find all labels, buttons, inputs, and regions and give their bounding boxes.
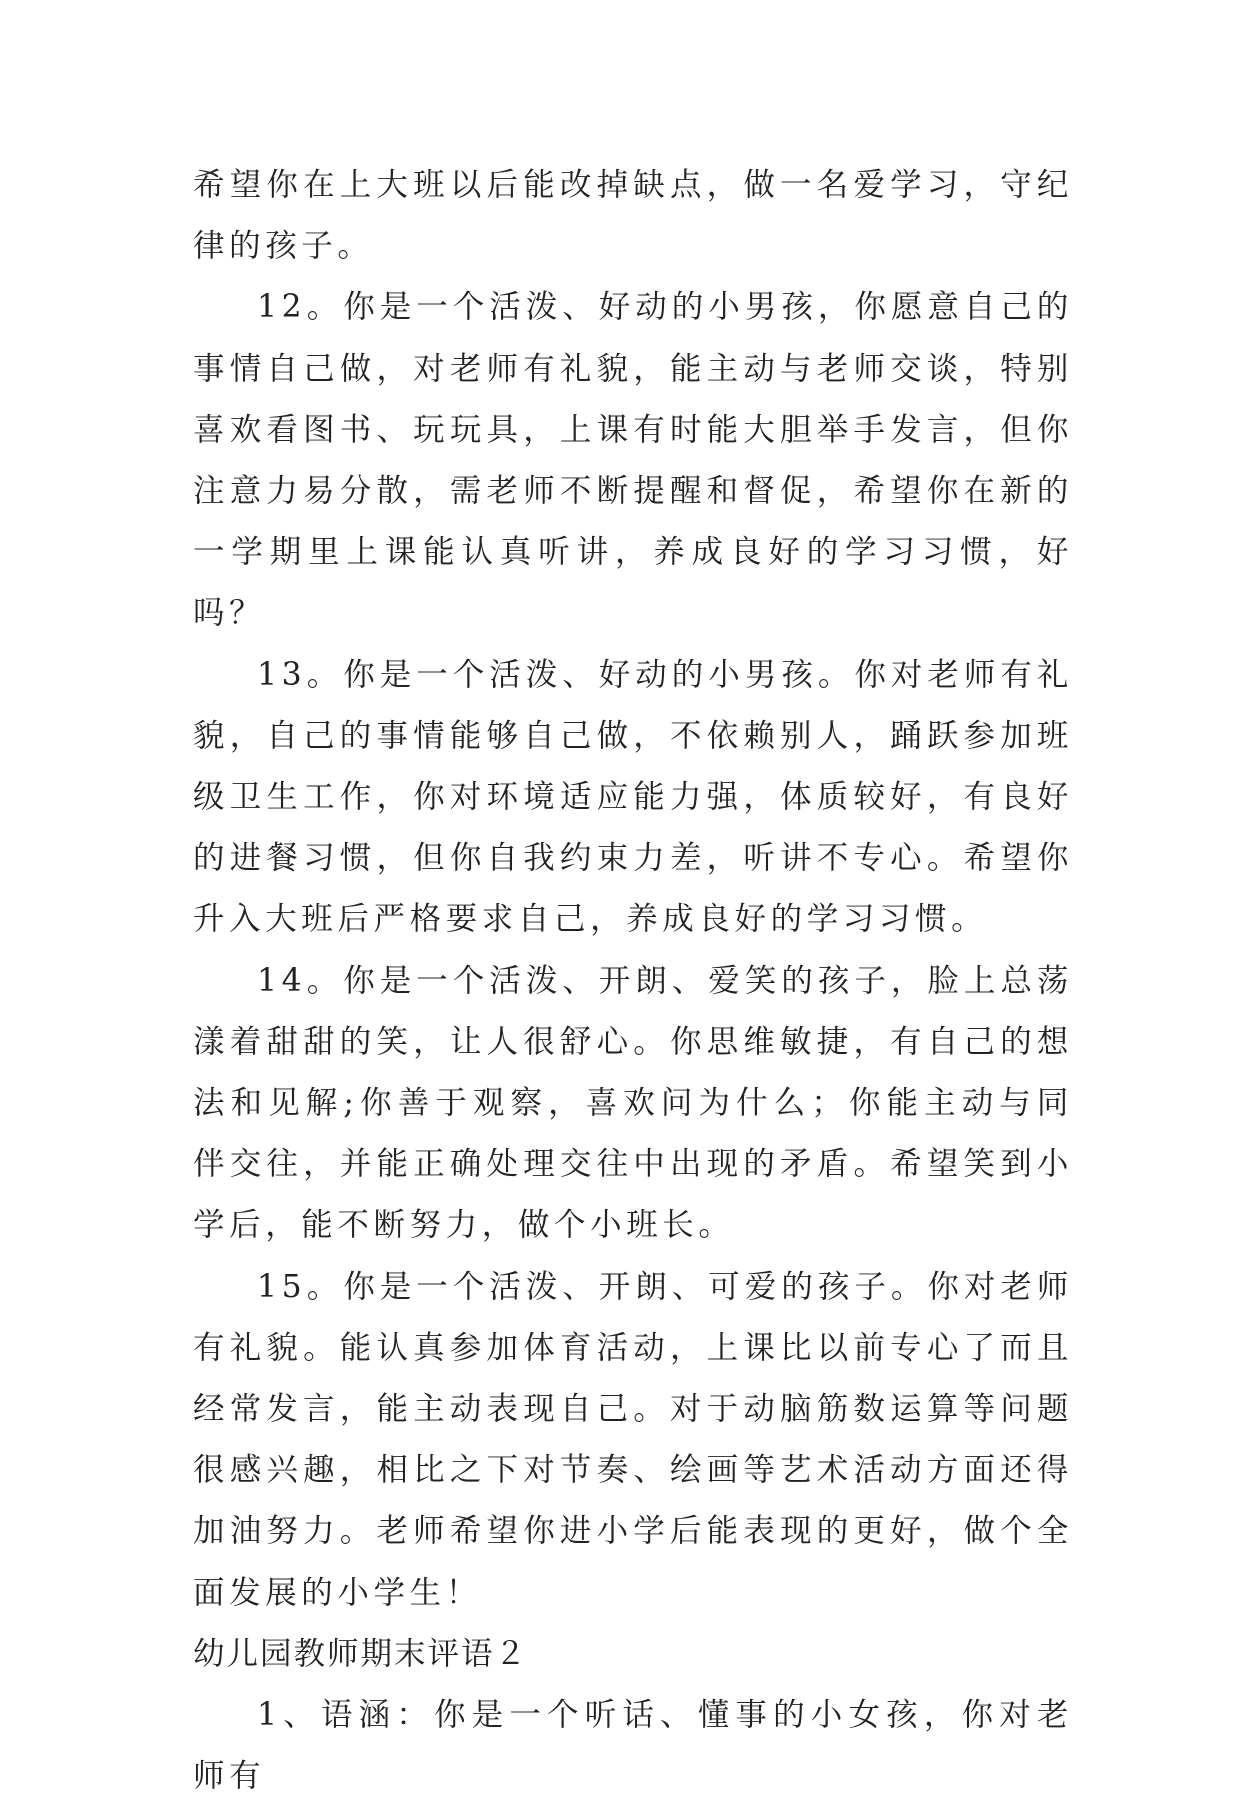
paragraph-comment-14: 14。你是一个活泼、开朗、爱笑的孩子，脸上总荡漾着甜甜的笑，让人很舒心。你思维敏捷，有自己的想法和见解;你善于观察，喜欢问为什么；你能主动与同伴交往，并能正确处理交往中出现的矛盾。希望笑到小学后，能不断努力，做个小班长。 bbox=[193, 962, 1073, 1244]
section-heading: 幼儿园教师期末评语２ bbox=[193, 1635, 529, 1672]
paragraph-comment-13: 13。你是一个活泼、好动的小男孩。你对老师有礼貌，自己的事情能够自己做，不依赖别人，踊跃参加班级卫生工作，你对环境适应能力强，体质较好，有良好的进餐习惯，但你自我约束力差，听讲不专心。希望你升入大班后严格要求自己，养成良好的学习习惯。 bbox=[193, 656, 1073, 938]
document-body bbox=[193, 155, 1073, 1807]
paragraph-comment-15: 15。你是一个活泼、开朗、可爱的孩子。你对老师有礼貌。能认真参加体育活动，上课比以前专心了而且经常发言，能主动表现自己。对于动脑筋数运算等问题很感兴趣，相比之下对节奏、绘画等艺术活动方面还得加油努力。老师希望你进小学后能表现的更好，做个全面发展的小学生！ bbox=[193, 1268, 1073, 1611]
paragraph-continuation: 希望你在上大班以后能改掉缺点，做一名爱学习，守纪律的孩子。 bbox=[193, 167, 1073, 265]
paragraph-comment-12: 12。你是一个活泼、好动的小男孩，你愿意自己的事情自己做，对老师有礼貌，能主动与老师交谈，特别喜欢看图书、玩玩具，上课有时能大胆举手发言，但你注意力易分散，需老师不断提醒和督促，希望你在新的一学期里上课能认真听讲，养成良好的学习习惯，好吗？ bbox=[193, 289, 1073, 632]
paragraph-comment-1: 1、语涵：你是一个听话、懂事的小女孩，你对老师有 bbox=[193, 1697, 1073, 1795]
